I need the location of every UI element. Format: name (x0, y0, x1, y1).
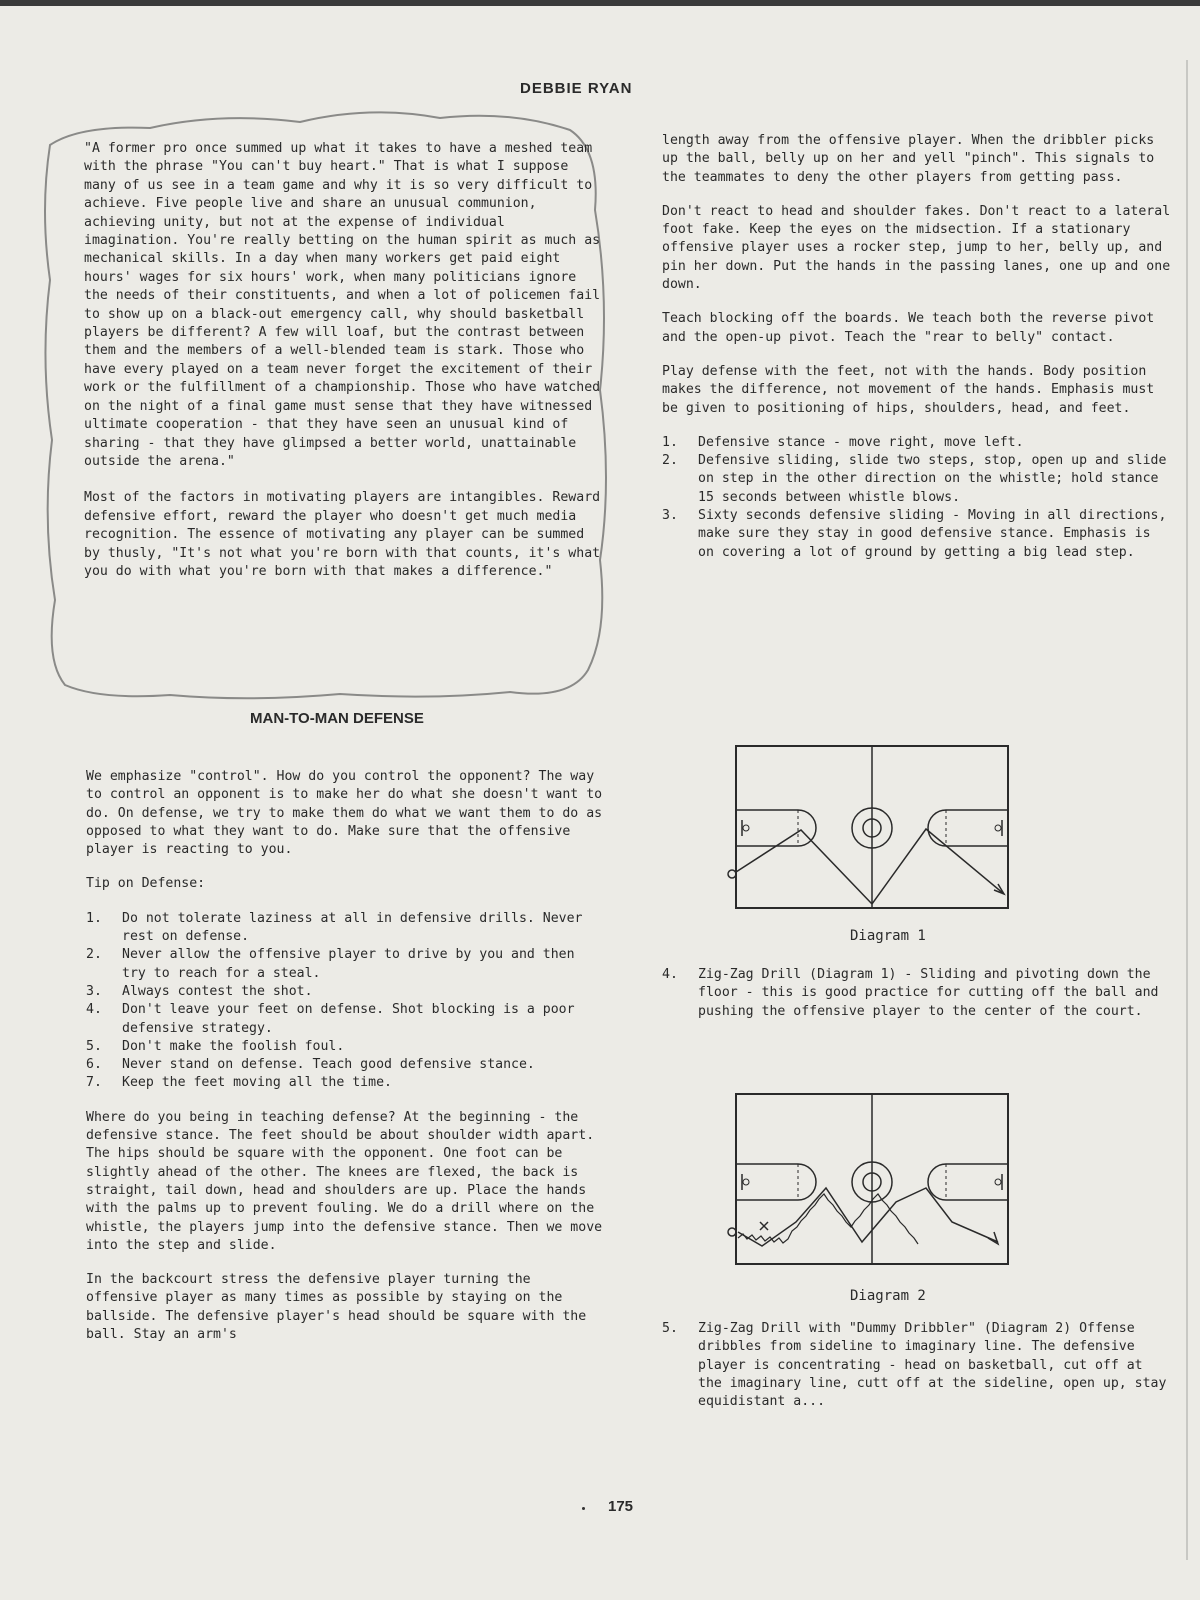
list-number: 2. (662, 453, 678, 469)
list-text: Defensive stance - move right, move left. (698, 434, 1024, 450)
page-edge (1186, 60, 1188, 1560)
list-number: 1. (662, 434, 678, 450)
quote-paragraph-2: Most of the factors in motivating players are intangibles. Reward defensive effort, reward the player who doesn't get much media recognition. The essence of motivating any player can be summed by thusly, "It's not what you're born with that counts, it's what you do with what you're born with that makes a difference." (84, 490, 601, 579)
page-header: DEBBIE RYAN (520, 80, 633, 97)
left-key (736, 1164, 816, 1200)
list-text: Don't leave your feet on defense. Shot blocking is a poor defensive strategy. (122, 1002, 575, 1036)
list-text: Do not tolerate laziness at all in defensive drills. Never rest on defense. (122, 910, 583, 945)
right-key (928, 1164, 1008, 1200)
quote-box (84, 140, 604, 599)
drill-5-list (662, 1320, 1174, 1411)
list-number: 4. (662, 967, 678, 982)
right-column (662, 132, 1174, 578)
list-item (662, 507, 1174, 562)
defender-x (760, 1222, 768, 1230)
tips-list (86, 910, 606, 1093)
list-number: 3. (662, 508, 678, 524)
diagram-1-caption: Diagram 1 (850, 928, 926, 944)
tip-heading: Tip on Defense: (86, 876, 206, 892)
continuation-paragraph: length away from the offensive player. When the dribbler picks up the ball, belly up on her and yell "pinch". This signals to the teammates to deny the other players from getting pass. (662, 133, 1155, 185)
list-text: Defensive sliding, slide two steps, stop, open up and slide on step in the other direction on the whistle; hold stance 15 seconds between whistle blows. (698, 453, 1167, 505)
list-item (662, 1320, 1174, 1411)
list-item (86, 1074, 606, 1092)
left-rim (743, 1179, 749, 1185)
list-item (86, 983, 606, 1001)
list-text: Zig-Zag Drill with "Dummy Dribbler" (Diagram 2) Offense dribbles from sideline to imaginary line. The defensive player is concentrating - head on basketball, cut off at the imaginary line, cutt off at the sideline, open up, stay equidistant a... (698, 1321, 1167, 1410)
list-number: 7. (86, 1075, 102, 1091)
left-rim (743, 825, 749, 831)
list-item (86, 910, 606, 947)
boards-paragraph: Teach blocking off the boards. We teach both the reverse pivot and the open-up pivot. Teach the "rear to belly" contact. (662, 311, 1155, 345)
drill-4-block (662, 966, 1174, 1037)
defender-path (738, 1188, 998, 1246)
list-number: 5. (86, 1038, 102, 1054)
list-item (86, 1038, 606, 1056)
quote-paragraph-1: "A former pro once summed up what it takes to have a meshed team with the phrase "You can't buy heart." That is what I suppose many of us see in a team game and why it is so very difficult to achieve. Five people live and share an unusual communion, achieving unity, but not at the expense of individual imagination. You're really betting on the human spirit as much as mechanical skills. In a day when many workers get paid eight hours' wages for six hours' work, when many politicians ignore the needs of their constituents, and when a lot of policemen fail to show up on a black-out emergency call, why should basketball players be different? A few will loaf, but the contrast between them and the members of a well-blended team is stark. Those who have every played on a team never forget the excitement of their work or the fulfillment of a championship. Those who have watched on the night of a final game must sense that they have witnessed ultimate cooperation - that they have seen an unusual kind of sharing - that they have glimpsed a better world, unattainable outside the arena." (84, 141, 601, 469)
intro-paragraph: We emphasize "control". How do you control the opponent? The way to control an opponent is to make her do what she doesn't want to do. On defense, we try to make them do what we want them to do as opposed to what they want to do. Make sure that the offensive player is reacting to you. (86, 769, 603, 858)
list-item (86, 1001, 606, 1038)
list-text: Sixty seconds defensive sliding - Moving in all directions, make sure they stay in good defensive stance. Emphasis is on covering a lot of ground by getting a big lead step. (698, 508, 1167, 560)
right-rim (995, 825, 1001, 831)
list-number: 5. (662, 1321, 678, 1336)
left-column (86, 768, 606, 1360)
player-marker (728, 870, 736, 878)
section-title: MAN-TO-MAN DEFENSE (250, 710, 424, 727)
list-text: Never stand on defense. Teach good defensive stance. (122, 1057, 535, 1073)
left-key (736, 810, 816, 846)
drills-list (662, 434, 1174, 562)
feet-paragraph: Play defense with the feet, not with the hands. Body position makes the difference, not movement of the hands. Emphasis must be given to positioning of hips, shoulders, head, and feet. (662, 363, 1155, 416)
list-number: 3. (86, 983, 102, 999)
list-item (86, 946, 606, 983)
fakes-paragraph: Don't react to head and shoulder fakes. Don't react to a lateral foot fake. Keep the eyes on the midsection. If a stationary offensive player uses a rocker step, jump to her, belly up, and pin her down. Put the hands in the passing lanes, one up and one down. (662, 203, 1171, 293)
scan-top-edge (0, 0, 1200, 6)
diagram-2-caption: Diagram 2 (850, 1288, 926, 1304)
dribbler-wavy-path (738, 1194, 918, 1244)
list-number: 1. (86, 910, 102, 926)
right-rim (995, 1179, 1001, 1185)
list-number: 4. (86, 1002, 102, 1018)
list-item (86, 1056, 606, 1074)
list-text: Always contest the shot. (122, 983, 313, 999)
zigzag-path (736, 829, 1004, 904)
player-marker (728, 1228, 736, 1236)
list-number: 6. (86, 1057, 102, 1073)
list-item (662, 966, 1174, 1021)
list-number: 2. (86, 947, 102, 963)
list-text: Don't make the foolish foul. (122, 1038, 345, 1054)
list-item (662, 452, 1174, 507)
diagram-2 (726, 1092, 1036, 1272)
stance-paragraph: Where do you being in teaching defense? At the beginning - the defensive stance. The feet should be about shoulder width apart. The hips should be square with the opponent. One foot can be slightly ahead of the other. The knees are flexed, the back is straight, tail down, head and shoulders are up. Place the hands with the palms up to prevent fouling. We do a drill where on the whistle, the players jump into the defensive stance. Then we move into the step and slide. (86, 1109, 603, 1253)
list-text: Never allow the offensive player to drive by you and then try to reach for a steal. (122, 947, 575, 981)
drill-5-block (662, 1320, 1174, 1427)
diagram-1 (726, 744, 1036, 914)
footer-dot (582, 1507, 585, 1510)
page-number: 175 (608, 1498, 634, 1515)
list-item (662, 434, 1174, 452)
drill-4-list (662, 966, 1174, 1021)
list-text: Keep the feet moving all the time. (122, 1075, 392, 1091)
list-text: Zig-Zag Drill (Diagram 1) - Sliding and pivoting down the floor - this is good practice for cutting off the ball and pushing the offensive player to the center of the court. (698, 967, 1159, 1019)
backcourt-paragraph: In the backcourt stress the defensive player turning the offensive player as many times as possible by staying on the ballside. The defensive player's head should be square with the ball. Stay an arm's (86, 1272, 587, 1343)
